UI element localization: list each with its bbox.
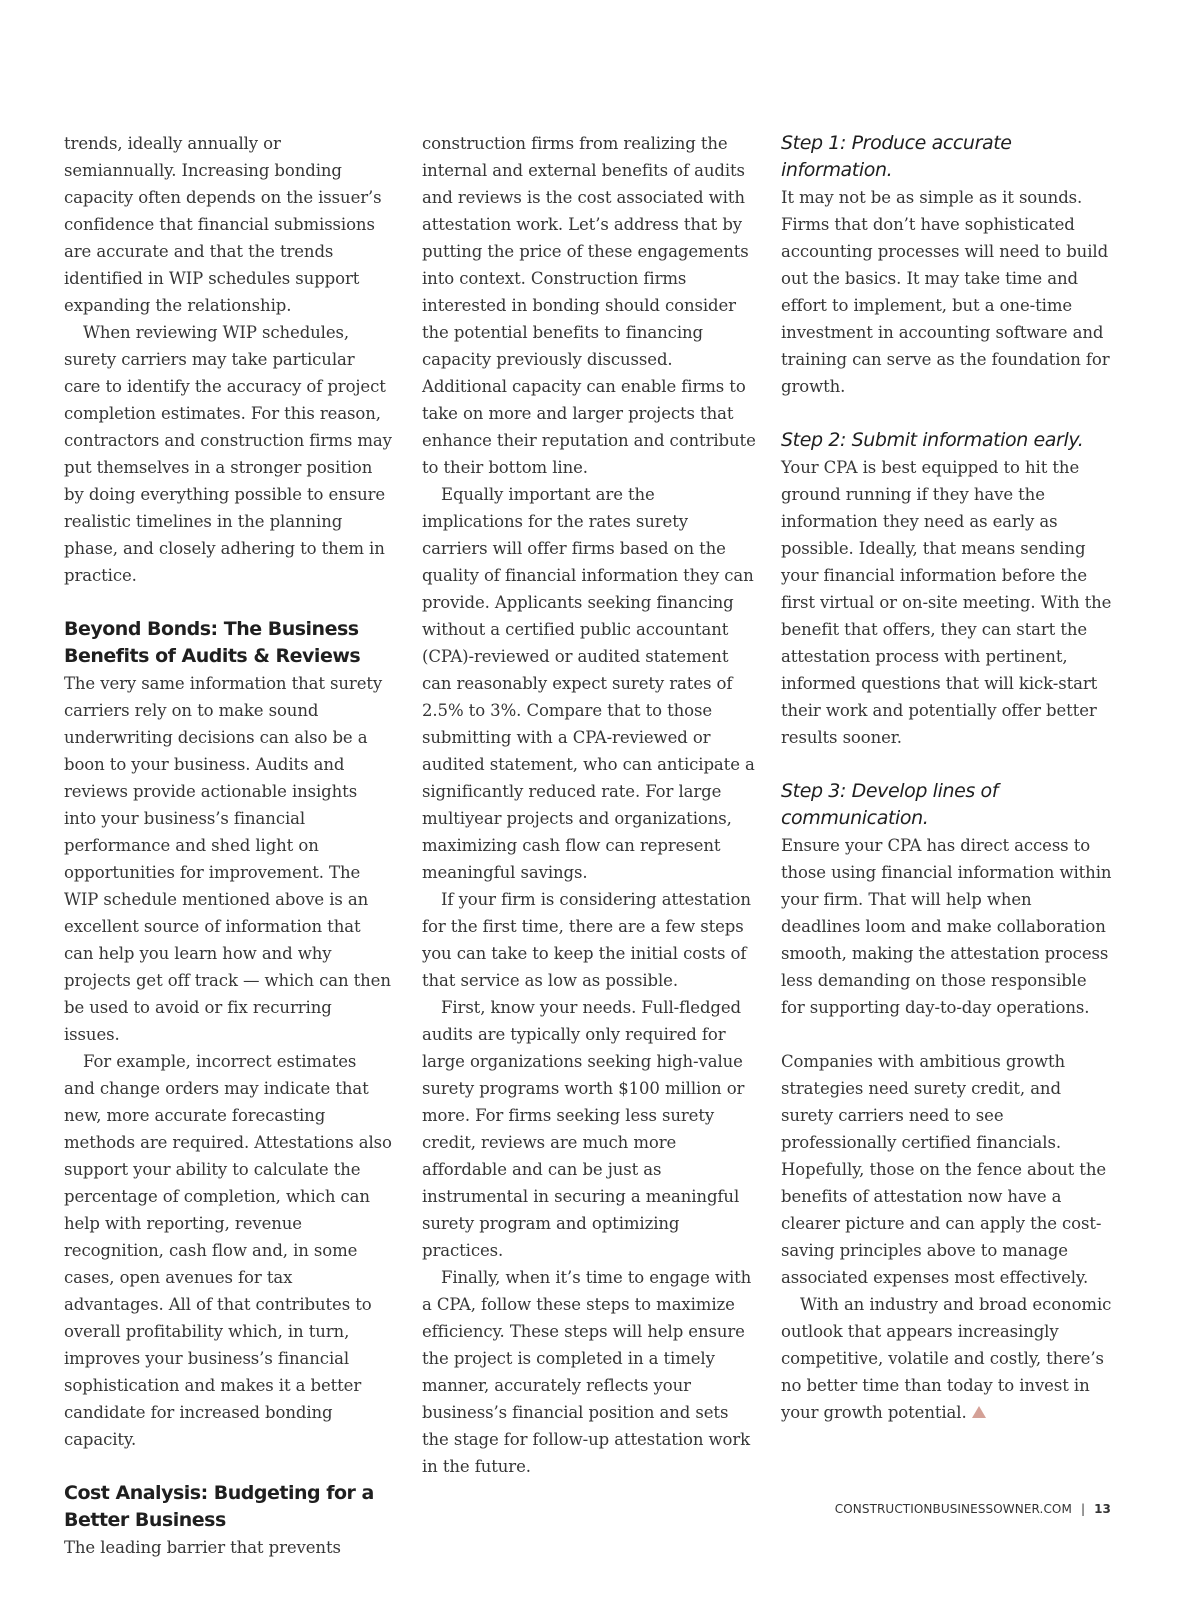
paragraph: It may not be as simple as it sounds. Firms that don’t have sophisticated accounting processes will need to build out the basics. It may take time and effort to implement, but a one-time investment in accounting software and training can serve as the foundation for growth. xyxy=(781,188,1110,396)
paragraph: Companies with ambitious growth strategies need surety credit, and surety carriers need to see professionally certified financials. Hopefully, those on the fence about the benefits of attestation now have a clearer picture and can apply the cost-saving principles above to manage associated expenses most effectively. xyxy=(781,1052,1107,1287)
paragraph: Your CPA is best equipped to hit the ground running if they have the information they need as early as possible. Ideally, that means sending your financial information before the first virtual or on-site meeting. With the benefit that offers, they can start the attestation process with pertinent, informed questions that will kick-start their work and potentially offer better results sooner. xyxy=(781,458,1112,747)
footer-site-url: CONSTRUCTIONBUSINESSOWNER.COM xyxy=(834,1502,1072,1516)
closing-paragraph xyxy=(781,1291,1113,1426)
section-heading-cost-analysis: Cost Analysis: Budgeting for a Better Business xyxy=(64,1482,374,1531)
paragraph: Ensure your CPA has direct access to those using financial information within your firm. That will help when deadlines loom and make collaboration smooth, making the attestation process less demanding on those responsible for supporting day-to-day operations. xyxy=(781,836,1112,1017)
paragraph: For example, incorrect estimates and change orders may indicate that new, more accurate forecasting methods are required. Attestations also support your ability to calculate the percentage of completion, which can help with reporting, revenue recognition, cash flow and, in some cases, open avenues for tax advantages. All of that contributes to overall profitability which, in turn, improves your business’s financial sophistication and makes it a better candidate for increased bonding capacity. xyxy=(64,1052,392,1449)
paragraph: The leading barrier that prevents xyxy=(64,1538,341,1557)
page-number: 13 xyxy=(1094,1502,1111,1516)
footer-separator: | xyxy=(1080,1502,1086,1516)
paragraph: If your firm is considering attestation for the first time, there are a few steps you can take to keep the initial costs of that service as low as possible. xyxy=(422,890,751,990)
paragraph: Equally important are the implications for the rates surety carriers will offer firms based on the quality of financial information they can provide. Applicants seeking financing without a certified public accountant (CPA)-reviewed or audited statement can reasonably expect surety rates of 2.5% to 3%. Compare that to those submitting with a CPA-reviewed or audited statement, who can anticipate a significantly reduced rate. For large multiyear projects and organizations, maximizing cash flow can represent meaningful savings. xyxy=(422,485,755,882)
paragraph: When reviewing WIP schedules, surety carriers may take particular care to identify the accuracy of project completion estimates. For this reason, contractors and construction firms may put themselves in a stronger position by doing everything possible to ensure realistic timelines in the planning phase, and closely adhering to them in practice. xyxy=(64,323,392,585)
section-heading-beyond-bonds: Beyond Bonds: The Business Benefits of Audits & Reviews xyxy=(64,618,361,667)
step-3-heading: Step 3: Develop lines of communication. xyxy=(781,780,999,829)
column-3 xyxy=(781,130,1113,1426)
column-2 xyxy=(422,130,756,1480)
paragraph: Finally, when it’s time to engage with a CPA, follow these steps to maximize efficiency. These steps will help ensure the project is completed in a timely manner, accurately reflects your business’s financial position and sets the stage for follow-up attestation work in the future. xyxy=(422,1268,752,1476)
step-1-heading: Step 1: Produce accurate information. xyxy=(781,132,1012,181)
column-1 xyxy=(64,130,392,1561)
paragraph: construction firms from realizing the internal and external benefits of audits and reviews is the cost associated with attestation work. Let’s address that by putting the price of these engagements into context. Construction firms interested in bonding should consider the potential benefits to financing capacity previously discussed. Additional capacity can enable firms to take on more and larger projects that enhance their reputation and contribute to their bottom line. xyxy=(422,134,756,477)
closing-text: With an industry and broad economic outlook that appears increasingly competitive, volatile and costly, there’s no better time than today to invest in your growth potential. xyxy=(781,1295,1112,1422)
paragraph: First, know your needs. Full-fledged audits are typically only required for large organizations seeking high-value surety programs worth $100 million or more. For firms seeking less surety credit, reviews are much more affordable and can be just as instrumental in securing a meaningful surety program and optimizing practices. xyxy=(422,998,745,1260)
paragraph: trends, ideally annually or semiannually. Increasing bonding capacity often depends on the issuer’s confidence that financial submissions are accurate and that the trends identified in WIP schedules support expanding the relationship. xyxy=(64,134,382,315)
end-of-article-triangle-icon xyxy=(972,1406,986,1418)
step-2-heading: Step 2: Submit information early. xyxy=(781,429,1084,451)
page-footer xyxy=(835,1502,1111,1516)
paragraph: The very same information that surety carriers rely on to make sound underwriting decisions can also be a boon to your business. Audits and reviews provide actionable insights into your business’s financial performance and shed light on opportunities for improvement. The WIP schedule mentioned above is an excellent source of information that can help you learn how and why projects get off track — which can then be used to avoid or fix recurring issues. xyxy=(64,674,391,1044)
